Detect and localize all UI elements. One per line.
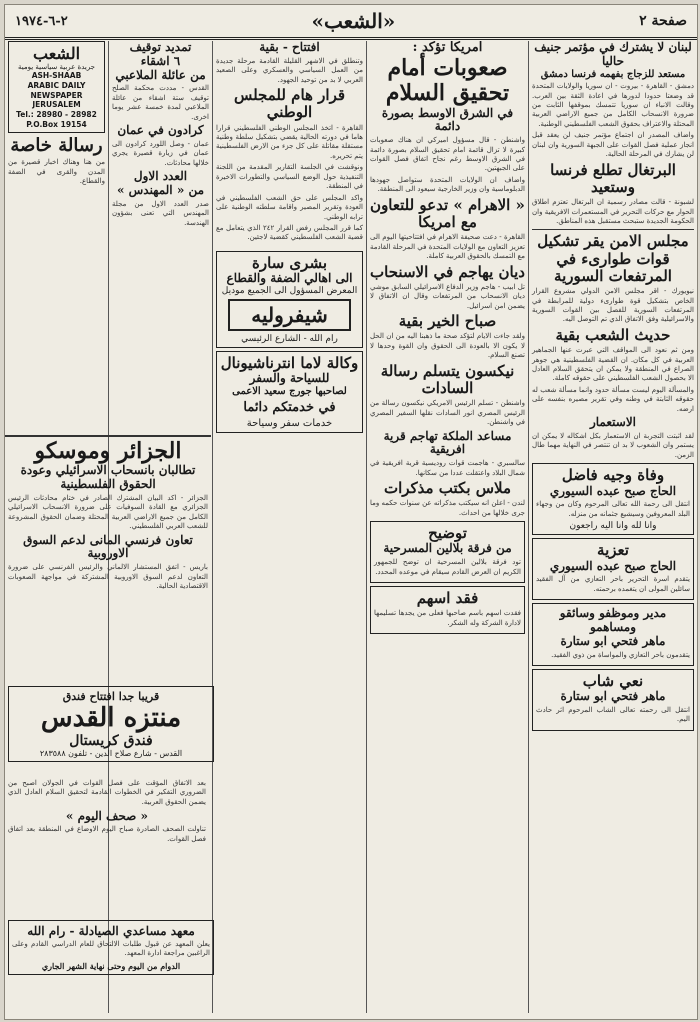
ad-kicker: بشرى سارة xyxy=(251,253,328,272)
headline: الجزائر وموسكو xyxy=(34,439,182,464)
body-text: واكد المجلس على حق الشعب الفلسطيني في العودة وتقرير المصير واقامة سلطته الوطنية على ترابه الوطني. xyxy=(216,193,363,221)
body-text: لشبونة - قالت مصادر رسمية ان البرتغال تعتزم اطلاق الحوار مع حركات التحرير في المستعمرات الافريقية وان الحكومة الجديدة ستبحث مستقبل هذه المناطق. xyxy=(532,198,694,225)
headline: تمديد توقيف xyxy=(129,41,192,54)
body-text: واشنطن - قال مسؤول اميركي ان هناك صعوبات كبيرة لا تزال قائمة امام تحقيق السلام بصورة دائمة في الشرق الاوسط رغم نجاح اتفاق فصل القوات على الجبهتين. xyxy=(370,136,525,173)
body-text: دمشق - القاهرة - بيروت - ان سوريا والولايات المتحدة قد وضعتا حدودا لدورها في اعادة الثقة بين العرب. وقالت الانباء ان سوريا تتمسك بموقفها الثابت من ضرورة الانسحاب الكامل من جميع الاراضي العربية المحتلة والاعتراف بحقوق الشعب الفلسطيني الوطنية. xyxy=(532,82,694,128)
body-text: باريس - اتفق المستشار الالماني والرئيس الفرنسي على ضرورة التعاون لدعم السوق الاوروبية المشتركة في مواجهة الصعوبات الاقتصادية الحالية. xyxy=(8,563,208,591)
obituary-box xyxy=(532,463,694,535)
ad-address: رام الله - الشارع الرئيسي xyxy=(241,333,338,344)
headline: من « المهندس » xyxy=(116,183,205,198)
advertisement-institute xyxy=(8,920,214,975)
notice-subtitle: من فرقة بلالين المسرحية xyxy=(383,541,512,556)
body-text: واشنطن - تسلم الرئيس الامريكي نيكسون رسالة من الرئيس المصري انور السادات نقلها السفير المصري في واشنطن. xyxy=(370,399,525,427)
advertisement-travel xyxy=(216,351,363,433)
imprint-en-city: JERUSALEM xyxy=(32,100,81,110)
condolence-line: وانا لله وانا اليه راجعون xyxy=(569,521,657,532)
condolence-title: تعزية xyxy=(597,541,629,560)
ad-title: منتزه القدس xyxy=(40,703,182,733)
notice-box xyxy=(370,586,525,634)
body-text: عمان - وصل اللورد كرادون الى عمان في زيارة قصيرة يجري خلالها محادثات. xyxy=(112,139,209,167)
ad-owner: لصاحبها جورج سعيد الاعمى xyxy=(232,385,347,397)
body-text: تل ابيب - هاجم وزير الدفاع الاسرائيلي السابق موشي ديان الانسحاب من المرتفعات وقال ان الاتفاق لا يضمن امن اسرائيل. xyxy=(370,282,525,310)
headline: تعاون فرنسي المانى لدعم السوق الاوروبية xyxy=(23,532,193,561)
body-text: انتقل الى رحمته تعالى الشاب المرحوم اثر حادث اليم. xyxy=(536,706,690,724)
newspaper-name: «الشعب» xyxy=(311,9,396,33)
ad-title: وكالة لاما انترناشيونال xyxy=(220,353,359,372)
body-text: تود فرقة بلالين المسرحية ان توضح للجمهور الكريم ان العرض القادم سيقام في موعده المحدد. xyxy=(374,558,521,576)
imprint-en-phone: Tel.: 28980 - 28982 xyxy=(16,110,97,119)
ad-tagline: في خدمتكم دائما xyxy=(243,399,336,415)
chevrolet-logo: شيفروليه xyxy=(228,299,351,331)
section-title: « صحف اليوم » xyxy=(65,809,149,824)
ad-address: القدس - شارع صلاح الدين - تلفون ٢٨٣٥٨٨ xyxy=(39,749,183,758)
subheadline: الاستعمار xyxy=(589,415,637,430)
body-text: كما قرر المجلس رفض القرار ٢٤٢ الذي يتعامل مع قضية الشعب الفلسطيني كقضية لاجئين. xyxy=(216,223,363,242)
wide-story xyxy=(5,439,211,679)
body-text: الجزائر - اكد البيان المشترك الصادر في ختام محادثات الرئيس الجزائري مع القادة السوفيات على ضرورة الانسحاب الاسرائيلي الكامل من جميع الاراضي العربية المحتلة وضمان الحقوق المشروعة للشعب العربي الفلسطيني. xyxy=(8,493,208,531)
imprint-box xyxy=(8,41,105,133)
ad-subtitle: فندق كريستال xyxy=(69,733,153,749)
subheadline: في الشرق الاوسط بصورة دائمة xyxy=(381,105,514,134)
page-number: صفحة ٢ xyxy=(639,13,687,29)
headline: كرادون في عمان xyxy=(117,123,204,138)
ad-subtitle: للسياحة والسفر xyxy=(249,371,330,386)
notice-title: فقد اسهم xyxy=(416,589,479,608)
kicker: أمريكا تؤكد : xyxy=(412,41,483,55)
masthead xyxy=(5,5,697,40)
divider xyxy=(532,229,694,230)
body-text: ونوقشت في الجلسة التقارير المقدمة من اللجنة التنفيذية حول الوضع السياسي والتطورات الاخيرة في المنطقة. xyxy=(216,163,363,191)
headline: مساعد الملكة تهاجم قرية افريقية xyxy=(383,428,512,457)
condolence-title: مدير وموظفو وسائقو ومساهمو xyxy=(559,606,667,634)
headline: حديث الشعب بقية xyxy=(555,325,671,344)
ad-kicker: قريبا جدا افتتاح فندق xyxy=(62,690,160,703)
body-text: لقد اثبتت التجربة ان الاستعمار بكل اشكاله لا يمكن ان يستمر وان الشعوب لا بد ان تنتصر في النهاية مهما طال الزمن. xyxy=(532,432,694,459)
body-text: يتقدم اسرة التحرير باحر التعازي من آل الفقيد سائلين المولى ان يتغمده برحمته. xyxy=(536,575,690,593)
headline: رسالة خاصة xyxy=(10,134,103,156)
ad-subtitle: الى اهالي الضفة والقطاع xyxy=(226,271,353,286)
main-headline: صعوبات أمام تحقيق السلام xyxy=(385,54,510,107)
headline: صباح الخير بقية xyxy=(398,312,497,331)
body-text: نيويورك - اقر مجلس الامن الدولي مشروع القرار الخاص بتشكيل قوة طوارىء دولية للمرابطة في المرتفعات السورية للفصل بين القوات السورية والاسرائيلية وفق الاتفاق الذي تم التوصل اليه. xyxy=(532,287,694,324)
obituary-title: وفاة وجيه فاضل xyxy=(561,466,665,485)
paper-name: الشعب xyxy=(32,44,81,63)
obituary-box xyxy=(532,669,694,731)
condolence-name: ماهر فتحي ابو ستارة xyxy=(560,633,666,648)
imprint-en-name: ASH-SHAAB xyxy=(31,71,82,80)
body-text: تناولت الصحف الصادرة صباح اليوم الاوضاع في المنطقة بعد اتفاق فصل القوات. xyxy=(8,825,206,843)
body-text: وتنطلق في الاشهر القليلة القادمة مرحلة جديدة من العمل السياسي والعسكري وعلى الصعيد العربي لا بد من توحيد الجهود. xyxy=(216,56,363,84)
body-text: القاهرة - اتخذ المجلس الوطني الفلسطيني قرارا هاما في دورته الحالية يقضي بتشكيل سلطة وطنية مستقلة مقاتلة على كل جزء من الارض الفلسطينية يتم تحريره. xyxy=(216,123,363,160)
body-text: ولقد جاءت الايام لتؤكد صحة ما ذهبنا اليه من ان الحل لا يكون الا بالعودة الى الحقوق وان القوة وحدها لا تصنع السلام. xyxy=(370,332,525,360)
subheadline: تطالبان بانسحاب الاسرائيلي وعودة الحقوق الفلسطينية xyxy=(20,463,196,492)
imprint-en-pobox: P.O.Box 19154 xyxy=(26,119,87,129)
headline: مجلس الامن يقر تشكيل قوات طوارىء في المرتفعات السورية xyxy=(537,232,689,285)
body-text: القدس - مددت محكمة الصلح توقيف ستة اشقاء من عائلة الملاعبي لمدة خمسة عشر يوما اخرى. xyxy=(112,84,209,121)
body-text: انتقل الى رحمة الله تعالى المرحوم وكان من وجهاء البلد المعروفين وسيشيع جثمانه من منزله. xyxy=(536,500,690,518)
headline: البرتغال تطلع فرنسا وستعيد xyxy=(550,160,676,196)
body-text: واضاف المصدر ان اجتماع مؤتمر جنيف لن يعقد قبل انجاز عملية فصل القوات على الجبهة السورية وان لبنان لن يشارك في المرحلة الحالية. xyxy=(532,131,694,159)
advertisement-chevrolet xyxy=(216,251,363,348)
column-3 xyxy=(213,41,366,1013)
headline: قرار هام للمجلس الوطني xyxy=(233,86,346,122)
ad-footer: خدمات سفر وسياحة xyxy=(246,417,333,429)
ad-footer: الدوام من اليوم وحتى نهاية الشهر الجاري xyxy=(41,960,181,971)
paper-tagline: جريدة عربية سياسية يومية xyxy=(17,63,96,71)
divider xyxy=(5,435,211,437)
body-text: من هنا وهناك اخبار قصيرة من المدن والقرى في الضفة والقطاع. xyxy=(8,158,105,186)
headline: افتتاح - بقية xyxy=(259,41,320,54)
column-1 xyxy=(529,41,697,1013)
body-text: القاهرة - دعت صحيفة الاهرام في افتتاحيتها اليوم الى تعزيز التعاون مع الولايات المتحدة في المرحلة القادمة مع التمسك بالحقوق العربية كاملة. xyxy=(370,233,525,261)
body-text: لندن - اعلن انه سيكتب مذكراته عن سنوات حكمه وما جرى خلالها من احداث. xyxy=(370,499,525,517)
imprint-en-tagline: ARABIC DAILY NEWSPAPER xyxy=(27,80,86,100)
body-text: بعد الاتفاق المؤقت على فصل القوات في الجولان اصبح من الضروري التفكير في الخطوات القادمة لتحقيق السلام العادل الذي يضمن الحقوق العربية. xyxy=(8,779,206,806)
headline: ديان يهاجم في الاسنحاب xyxy=(370,262,525,281)
headline: ملاس بكتب مذكرات xyxy=(383,478,512,497)
obituary-name: ماهر فتحي ابو ستارة xyxy=(560,689,666,704)
newspaper-page xyxy=(4,4,698,1020)
body-text: فقدت اسهم باسم صاحبها فعلى من يجدها تسليمها لادارة الشركة وله الشكر. xyxy=(374,609,521,627)
headline: من عائلة الملاعبي xyxy=(115,67,206,82)
obituary-name: الحاج صبح عبده السيوري xyxy=(549,483,677,498)
notice-box xyxy=(370,521,525,583)
obituary-title: نعي شاب xyxy=(582,672,644,690)
condolence-name: الحاج صبح عبده السيوري xyxy=(549,558,677,573)
notice-title: توضيح xyxy=(428,524,467,543)
body-text: والمسألة اليوم ليست مسألة حدود وانما مسألة شعب له حقوقه الثابتة في وطنه وفي تقرير مصيره بنفسه على ارضه. xyxy=(532,385,694,413)
condolence-box xyxy=(532,538,694,600)
body-text: يعلن المعهد عن قبول طلبات الالتحاق للعام الدراسي القادم وعلى الراغبين مراجعة ادارة المعهد. xyxy=(12,940,210,958)
headline: العدد الاول xyxy=(133,169,188,184)
issue-date: ٢-٦-١٩٧٤ xyxy=(15,13,68,29)
condolence-box xyxy=(532,603,694,666)
body-text: واضاف ان الولايات المتحدة ستواصل جهودها الدبلوماسية وان وزير الخارجية سيعود الى المنطقة. xyxy=(370,175,525,194)
body-text: سالسبري - هاجمت قوات روديسية قرية افريقية في شمال البلاد واعتقلت عددا من سكانها. xyxy=(370,459,525,477)
body-text: يتقدمون باحر التعازي والمواساة من ذوي الفقيد. xyxy=(551,650,690,659)
column-2 xyxy=(367,41,528,1013)
subheadline: مستعد للزجاج بفهمه فرنسا دمشق xyxy=(540,68,686,80)
ad-line: المعرض المسؤول الى الجميع موديل xyxy=(221,285,358,296)
headline: ٦ اشقاء xyxy=(140,53,181,68)
headline: نيكسون يتسلم رسالة السادات xyxy=(380,361,515,397)
body-text: صدر العدد الاول من مجلة المهندس التي تعنى بشؤون الهندسة. xyxy=(112,199,209,227)
body-text: ومن ثم نعود الى المواقف التي عبرت عنها الجماهير العربية في كل مكان. ان القضية الفلسطينية هي جوهر الصراع في المنطقة ولا يمكن ان يتحقق السلام العادل الا بحصول الشعب الفلسطيني على حقوقه كاملة. xyxy=(532,346,694,383)
headline: لبنان لا يشترك في مؤتمر جنيف حاليا xyxy=(534,41,692,68)
section-sabah xyxy=(8,777,206,846)
headline: « الاهرام » تدعو للتعاون مع امريكا xyxy=(370,195,525,231)
advertisement-hotel xyxy=(8,686,214,762)
ad-title: معهد مساعدي الصيادلة - رام الله xyxy=(27,924,195,938)
